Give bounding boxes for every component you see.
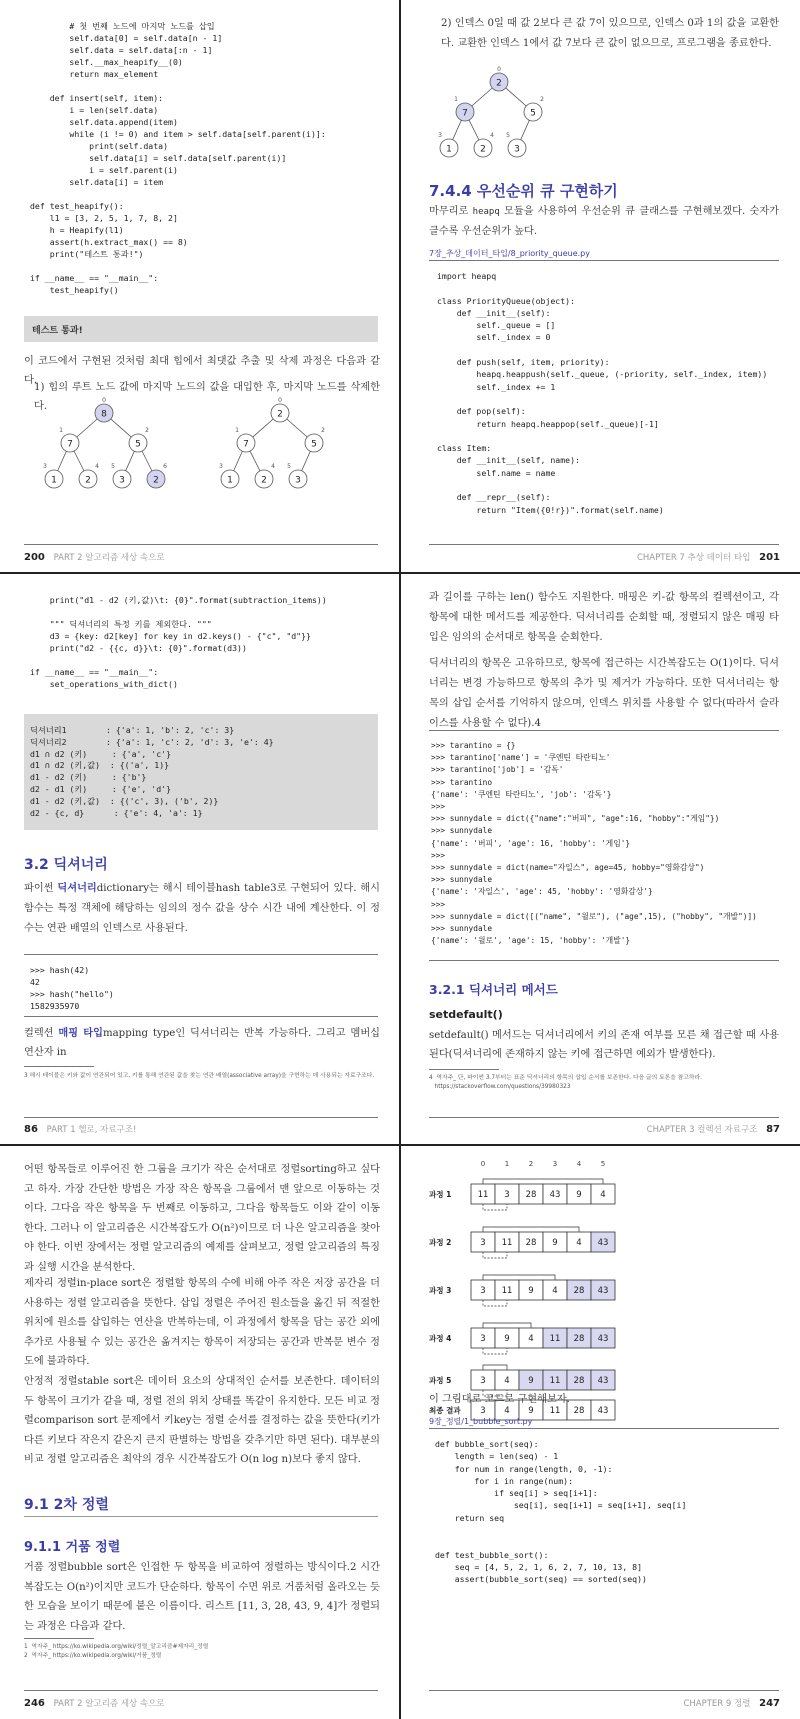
tree-node-value: 1 (51, 475, 57, 486)
paragraph-3: 안정적 정렬stable sort은 데이터 요소의 상대적인 순서를 보존한다. 데이터의 두 항목이 크기가 같을 때, 정렬 전의 위치 상태를 똑같이 유지한다. 모든 비교 정렬comparison sort 문제에서 키key는 정렬 순서를 결정하는 값을 뜻한다(키가 다른 키보다 작은지 같은지 큰지 판별하는 방법을 갖추기만 하면 된다). 대부분의 비교 정렬 알고리즘은 최악의 경우 시간복잡도가 O(n log n)보다 좋지 않다. (24, 1376, 380, 1466)
paragraph: 이 코드에서 구현된 것처럼 최대 힙에서 최댓값 추출 및 삭제 과정은 다음과 같다. (24, 356, 380, 386)
cell-value: 43 (597, 1334, 609, 1344)
code-block: >>> tarantino = {} >>> tarantino['name'] = '쿠엔틴 타란티노' >>> tarantino['job'] = '감독' >>> tarantino {'name': '쿠엔틴 타란티노', 'job': '감독'} >>> >>> sunnydale = dict({"name":"버피", "age":16, "hobby":"게임"}) >>> sunnydale {'name': '버피', 'age': 16, 'hobby': '게임'} >>> >>> sunnydale = dict(name="자일스", age=45, hobby="영화감상") >>> sunnydale {'name': '자일스', 'age': 45, 'hobby': '영화감상'} >>> >>> sunnydale = dict([("name", "윌로"), ("age",15), ("hobby", "개발")]) >>> sunnydale {'name': '윌로', 'age': 15, 'hobby': '개발'} (431, 741, 757, 946)
tree-node-value: 5 (311, 439, 317, 450)
footnote-rule (429, 1069, 499, 1070)
cell-value: 11 (549, 1406, 561, 1416)
code-block-2: >>> hash(42) 42 >>> hash("hello") 1582935970 (30, 965, 114, 1011)
tree-node-index: 4 (95, 463, 99, 470)
tree-node-value: 2 (277, 409, 283, 420)
cell-value: 4 (576, 1238, 582, 1248)
cell-value: 43 (597, 1376, 609, 1386)
cell-value: 28 (573, 1376, 585, 1386)
subheading: 9.1.1 거품 정렬 (24, 1540, 121, 1555)
code-block: import heapq class PriorityQueue(object): def __init__(self): self._queue = [] self._index = 0 def push(self, item, priority): heapq.heappush(self._queue, (-priority, self._index, item)) self._index += 1 def pop(self): return heapq.heappop(self._queue)[-1] class Item: def __init__(self, name): self.name = name def __repr__(self): return "Item({0!r})".format(self.name) (437, 271, 768, 515)
page-247 (401, 1146, 800, 1719)
footer (683, 1697, 780, 1709)
code-block: # 첫 번째 노드에 마지막 노드를 삽입 self.data[0] = self.data[n - 1] self.data = self.data[:n - 1] self.__max_heapify__(0) return max_element def insert(self, item): i = len(self.data) self.data.append(item) while (i != 0) and item > self.data[self.parent(i)]: print(self.data) self.data[i] = self.data[self.parent(i)] i = self.parent(i) self.data[i] = item def test_heapify(): l1 = [3, 2, 5, 1, 7, 8, 2] h = Heapify(l1) assert(h.extract_max() == 8) print("테스트 통과!") if __name__ == "__main__": test_heapify() (30, 21, 326, 295)
footer-text: PART 2 알고리즘 세상 속으로 (53, 1699, 165, 1709)
step-text: 2) 인덱스 0일 때 값 2보다 큰 값 7이 있으므로, 인덱스 0과 1의 값을 교환한다. 교환한 인덱스 1에서 값 7보다 큰 값이 없으므로, 프로그램을 종료한다. (441, 18, 779, 49)
section-heading: 3.2.1 딕셔너리 메서드 (429, 982, 558, 997)
swap-bracket (483, 1252, 507, 1258)
section-heading: 3.2 딕셔너리 (24, 857, 108, 873)
cell-value: 4 (504, 1376, 510, 1386)
cell-value: 11 (501, 1238, 513, 1248)
tree-node-index: 5 (287, 463, 291, 470)
tree-node-value: 7 (462, 108, 468, 119)
cell-value: 11 (549, 1376, 561, 1386)
page-number: 86 (24, 1124, 38, 1135)
tree-node-value: 2 (496, 78, 502, 89)
page-number: 247 (759, 1698, 780, 1709)
cell-value: 28 (525, 1190, 537, 1200)
bubble-sort-diagram (429, 1156, 779, 1426)
tree-node-index: 3 (438, 132, 442, 139)
footnote: 4 역자주_ 단, 파이썬 3.7부터는 표준 딕셔너리의 항목의 삽입 순서를 보존한다. 다음 글의 토론을 참고하라. https://stackoverflow.com/questions/39980323 (429, 1075, 702, 1090)
paragraph: 파이썬 딕셔너리dictionary는 해시 테이블hash table3로 구현되어 있다. 해시 함수는 특정 객체에 해당하는 임의의 정수 값을 상수 시간 내에 계산한다. 이 정수는 연관 배열의 인덱스로 사용된다. (24, 882, 380, 934)
file-link[interactable]: 7장_추상_데이터_타입/8_priority_queue.py (429, 249, 590, 258)
footer-rule (24, 1117, 378, 1118)
footer-rule (429, 1690, 779, 1691)
footer-text: CHAPTER 3 컬렉션 자료구조 (646, 1125, 758, 1135)
footnote-rule (24, 1638, 94, 1639)
heap-tree-before (43, 397, 167, 488)
footer-text: CHAPTER 7 추상 데이터 타입 (636, 553, 751, 563)
code-rule (24, 954, 378, 955)
cell-value: 3 (480, 1286, 486, 1296)
code-rule-2 (24, 1016, 378, 1017)
cell-value: 28 (525, 1238, 537, 1248)
output-box (24, 714, 378, 830)
tree-node-value: 7 (243, 439, 249, 450)
cell-value: 9 (552, 1238, 558, 1248)
cell-value: 43 (597, 1286, 609, 1296)
footer-rule (429, 1117, 779, 1118)
page-200 (0, 0, 399, 572)
output-text: 딕셔너리1 : {'a': 1, 'b': 2, 'c': 3} 딕셔너리2 : {'a': 1, 'c': 2, 'd': 3, 'e': 4} d1 ∩ d2 (키) : {'a', 'c'} d1 ∩ d2 (키,값) : {('a', 1)} d1 - d2 (키) : {'b'} d2 - d1 (키) : {'e', 'd'} d1 - d2 (키,값) : {('c', 3), ('b', 2)} d2 - {c, d} : {'e': 4, 'a': 1} (30, 725, 274, 818)
paragraph: 과 길이를 구하는 len() 함수도 지원한다. 매핑은 키-값 항목의 컬렉션이고, 각 항목에 대한 메서드를 제공한다. 딕셔너리를 순회할 때, 정렬되지 않은 매핑 타입은 임의의 순서대로 항목을 순회한다. (429, 592, 779, 643)
step-label: 과정 4 (429, 1334, 452, 1343)
tree-node-value: 7 (67, 439, 73, 450)
footer-rule (24, 544, 378, 545)
tree-node-index: 0 (102, 397, 106, 404)
code-rule (429, 260, 779, 261)
heap-tree-after (219, 397, 325, 488)
code-rule (429, 730, 779, 731)
swap-bracket (483, 1300, 507, 1306)
paragraph-2: 제자리 정렬in-place sort은 정렬할 항목의 수에 비해 아주 작은 저장 공간을 더 사용하는 정렬 알고리즘을 뜻한다. 삽입 정렬은 주어진 원소들을 옮긴 뒤 적절한 위치에 원소를 삽입하는 연산을 반복하는데, 이 과정에서 항목을 담는 공간 외에 추가로 사용될 수 있는 공간은 옮겨지는 항목이 저장되는 공간과 반복문 변수 정도에 불과하다. (24, 1278, 380, 1368)
tree-node-index: 5 (111, 463, 115, 470)
index-label: 0 (480, 1160, 486, 1168)
compare-bracket (483, 1227, 579, 1232)
tree-node-index: 0 (278, 397, 282, 404)
page-86 (0, 574, 399, 1144)
page-number: 246 (24, 1698, 45, 1709)
index-label: 3 (552, 1160, 558, 1168)
tree-node-index: 2 (321, 427, 325, 434)
page-87 (401, 574, 800, 1144)
cell-value: 4 (528, 1334, 534, 1344)
compare-bracket (483, 1275, 555, 1280)
footnote-rule (24, 1066, 94, 1067)
tree-node-index: 1 (454, 96, 458, 103)
page-number: 87 (766, 1124, 780, 1135)
footer (647, 1123, 780, 1135)
section-heading: 7.4.4 우선순위 큐 구현하기 (429, 182, 618, 200)
heading-rule (24, 1516, 378, 1517)
page-201 (401, 0, 800, 572)
cell-value: 9 (528, 1406, 534, 1416)
footer-text: PART 2 알고리즘 세상 속으로 (53, 553, 165, 563)
tree-node-value: 5 (135, 439, 141, 450)
tree-node-index: 2 (540, 96, 544, 103)
paragraph-3: setdefault() 메서드는 딕셔너리에서 키의 존재 여부를 모른 채 접근할 때 사용된다(딕셔너리에 존재하지 않는 키에 접근하면 예외가 발생한다). (429, 1030, 779, 1060)
tree-node-value: 1 (227, 475, 233, 486)
file-link[interactable]: 9장_정렬/1_bubble_sort.py (429, 1417, 533, 1426)
tree-node-value: 5 (530, 108, 536, 119)
paragraph: 이 그림대로 코드로 구현해보자. (429, 1394, 570, 1405)
tree-node-index: 5 (506, 132, 510, 139)
cell-value: 11 (549, 1334, 561, 1344)
paragraph-2: 컬렉션 매핑 타입mapping type인 딕셔너리는 반복 가능하다. 그리고 멤버십 연산자 in (24, 1027, 380, 1058)
tree-node-value: 8 (101, 409, 107, 420)
paragraph-2: 딕셔너리의 항목은 고유하므로, 항목에 접근하는 시간복잡도는 O(1)이다. 딕셔너리는 변경 가능하므로 항목의 추가 및 제거가 가능하다. 또한 딕셔너리는 항목의 삽입 순서를 기억하지 않으며, 인덱스 위치를 사용할 수 없다(따라서 슬라이스를 사용할 수 없다).4 (429, 658, 779, 729)
step-label: 과정 1 (429, 1190, 452, 1199)
step-label: 과정 3 (429, 1286, 452, 1295)
cell-value: 43 (597, 1238, 609, 1248)
step-text: 1) 힙의 루트 노드 값에 마지막 노드의 값을 대입한 후, 마지막 노드를 삭제한다. (34, 382, 380, 412)
cell-value: 3 (480, 1238, 486, 1248)
cell-value: 9 (528, 1286, 534, 1296)
cell-value: 43 (597, 1406, 609, 1416)
cell-value: 3 (480, 1376, 486, 1386)
index-label: 2 (528, 1160, 534, 1168)
tree-node-value: 3 (295, 475, 301, 486)
subheading: setdefault() (429, 1008, 503, 1021)
cell-value: 3 (480, 1334, 486, 1344)
code-block: print("d1 - d2 (키,값)\t: {0}".format(subtraction_items)) """ 딕셔너리의 특정 키를 제외한다. """ d3 = {key: d2[key] for key in d2.keys() - {"c", "d"}} print("d2 - {{c, d}}\t: {0}".format(d3)) if __name__ == "__main__": set_operations_with_dict() (30, 595, 327, 689)
cell-value: 28 (573, 1334, 585, 1344)
swap-bracket (483, 1204, 507, 1210)
page-246 (0, 1146, 399, 1719)
tree-node-index: 3 (219, 463, 223, 470)
code-rule-2 (429, 960, 779, 961)
heap-diagram (419, 62, 559, 155)
step-label: 과정 2 (429, 1238, 452, 1247)
paragraph: 마무리로 heapq 모듈을 사용하여 우선순위 큐 클래스를 구현해보겠다. 숫자가 클수록 우선순위가 높다. (429, 206, 779, 237)
tree-node-index: 1 (59, 427, 63, 434)
footnote: 1 역자주_ https://ko.wikipedia.org/wiki/정렬_알고리즘#제자리_정렬 2 역자주_ https://ko.wikipedia.org/wiki/거품_정렬 (24, 1644, 209, 1659)
tree-node-index: 0 (497, 66, 501, 73)
footer (24, 1123, 136, 1135)
heap-tree-swapped (438, 66, 544, 157)
cell-value: 9 (528, 1376, 534, 1386)
compare-bracket (483, 1365, 507, 1370)
footer-text: CHAPTER 9 정렬 (683, 1699, 751, 1709)
tree-node-index: 2 (145, 427, 149, 434)
cell-value: 9 (504, 1334, 510, 1344)
footer (637, 551, 780, 563)
tree-node-index: 4 (490, 132, 494, 139)
tree-node-index: 6 (163, 463, 167, 470)
tree-node-value: 3 (119, 475, 125, 486)
tree-node-value: 2 (85, 475, 91, 486)
footnote: 3 해시 테이블은 키와 값이 연관되어 있고, 키를 통해 연관된 값을 찾는 연관 배열(associative array)을 구현하는 데 사용되는 자료구조다. (24, 1073, 375, 1079)
cell-value: 4 (552, 1286, 558, 1296)
tree-node-value: 1 (446, 144, 452, 155)
cell-value: 3 (480, 1406, 486, 1416)
step-label: 최종 결과 (429, 1406, 461, 1415)
cell-value: 9 (576, 1190, 582, 1200)
cell-value: 28 (573, 1286, 585, 1296)
code-rule (429, 1428, 779, 1429)
cell-value: 43 (549, 1190, 561, 1200)
cell-value: 4 (504, 1406, 510, 1416)
tree-node-value: 2 (153, 475, 159, 486)
cell-value: 3 (504, 1190, 510, 1200)
paragraph: 어떤 항목들로 이루어진 한 그룹을 크기가 작은 순서대로 정렬sorting하고 싶다고 하자. 가장 간단한 방법은 가장 작은 항목을 그룹에서 맨 앞으로 이동하는 것이다. 그다음 작은 항목을 두 번째로 이동하고, 그다음 항목들도 이와 같이 이동한다. 그러나 이 알고리즘은 시간복잡도가 O(n²)이므로 더 나은 알고리즘을 찾아야 한다. 이번 장에서는 정렬 알고리즘의 예제를 살펴보고, 정렬 알고리즘의 특징과 실행 시간을 분석한다. (24, 1164, 380, 1273)
heap-diagrams (24, 385, 380, 499)
tree-node-value: 2 (480, 144, 486, 155)
cell-value: 28 (573, 1406, 585, 1416)
tree-node-index: 1 (235, 427, 239, 434)
cell-value: 11 (477, 1190, 489, 1200)
index-label: 5 (600, 1160, 606, 1168)
index-label: 4 (576, 1160, 582, 1168)
footer-text: PART 1 헬로, 자료구조! (46, 1125, 137, 1135)
tree-node-index: 4 (271, 463, 275, 470)
tree-node-index: 3 (43, 463, 47, 470)
tree-node-value: 3 (514, 144, 520, 155)
output-text: 테스트 통과! (32, 326, 83, 336)
compare-bracket (483, 1179, 603, 1184)
footer-rule (24, 1690, 378, 1691)
step-label: 과정 5 (429, 1376, 452, 1385)
output-box (24, 316, 378, 342)
tree-node-value: 2 (261, 475, 267, 486)
code-block: def bubble_sort(seq): length = len(seq) - 1 for num in range(length, 0, -1): for i in range(num): if seq[i] > seq[i+1]: seq[i], seq[i+1] = seq[i+1], seq[i] return seq def test_bubble_sort(): seq = [4, 5, 2, 1, 6, 2, 7, 10, 13, 8] assert(bubble_sort(seq) == sorted(seq)) (435, 1439, 687, 1585)
section-heading: 9.1 2차 정렬 (24, 1497, 109, 1513)
index-label: 1 (504, 1160, 510, 1168)
compare-bracket (483, 1323, 531, 1328)
page-number: 201 (759, 552, 780, 563)
footer-rule (429, 544, 779, 545)
paragraph-4: 거품 정렬bubble sort은 인접한 두 항목을 비교하여 정렬하는 방식이다.2 시간복잡도는 O(n²)이지만 코드가 단순하다. 항목이 수면 위로 거품처럼 올라오는 듯한 모습을 보이기 때문에 붙은 이름이다. 리스트 [11, 3, 28, 43, 9, 4]가 정렬되는 과정은 다음과 같다. (24, 1562, 380, 1632)
page-number: 200 (24, 552, 45, 563)
cell-value: 4 (600, 1190, 606, 1200)
cell-value: 11 (501, 1286, 513, 1296)
footer (24, 551, 165, 563)
footer (24, 1697, 165, 1709)
swap-bracket (483, 1348, 507, 1354)
